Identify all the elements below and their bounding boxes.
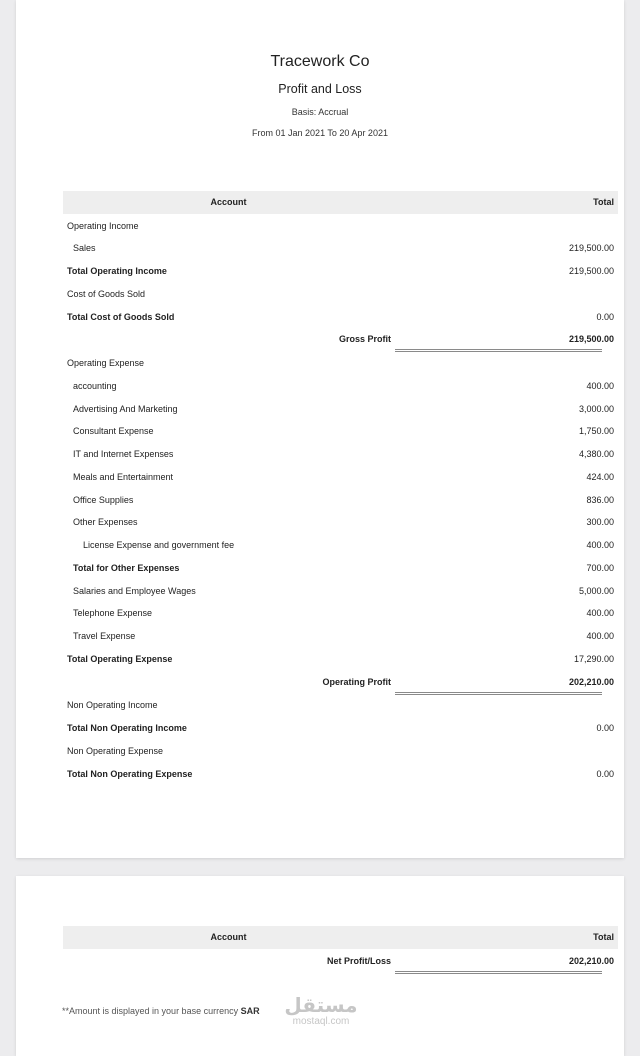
row-amount: 0.00 <box>596 312 614 322</box>
footnote-text: **Amount is displayed in your base currency <box>62 1006 239 1016</box>
row-label: Total Non Operating Income <box>67 723 187 733</box>
row-label: Consultant Expense <box>73 426 154 436</box>
report-page-2 <box>16 876 624 1056</box>
row-amount: 202,210.00 <box>568 677 614 687</box>
row-label: Gross Profit <box>338 334 391 344</box>
watermark-arabic: مستقل <box>284 993 358 1017</box>
row-label: Operating Income <box>67 221 139 231</box>
net-profit-row <box>63 953 618 969</box>
row-amount: 202,210.00 <box>568 956 614 966</box>
row-amount: 700.00 <box>586 563 614 573</box>
currency-footnote <box>62 1006 260 1016</box>
row-amount: 400.00 <box>586 540 614 550</box>
row-label: Total for Other Expenses <box>73 563 180 573</box>
account-row-advertising[interactable] <box>63 401 618 417</box>
watermark-latin: mostaql.com <box>292 1016 350 1027</box>
row-label: Total Cost of Goods Sold <box>67 312 175 322</box>
account-row-consultant[interactable] <box>63 423 618 439</box>
row-amount: 5,000.00 <box>578 586 614 596</box>
table-header <box>63 926 618 949</box>
row-label: Total Operating Expense <box>67 654 173 664</box>
report-page-1 <box>16 0 624 858</box>
row-label: Meals and Entertainment <box>73 472 174 482</box>
column-header-account: Account <box>210 197 247 207</box>
row-label: Non Operating Expense <box>67 746 164 756</box>
row-label: Telephone Expense <box>73 608 153 618</box>
row-amount: 0.00 <box>596 769 614 779</box>
account-row-meals[interactable] <box>63 469 618 485</box>
row-amount: 3,000.00 <box>578 404 614 414</box>
row-amount: 0.00 <box>596 723 614 733</box>
row-label: Total Non Operating Expense <box>67 769 193 779</box>
total-operating-income-row <box>63 263 618 279</box>
account-row-accounting[interactable] <box>63 378 618 394</box>
row-label: Other Expenses <box>73 517 138 527</box>
account-row-office-supplies[interactable] <box>63 492 618 508</box>
total-non-operating-income-row <box>63 720 618 736</box>
account-row-travel[interactable] <box>63 628 618 644</box>
total-other-expenses-row <box>63 560 618 576</box>
section-non-operating-income <box>63 697 618 713</box>
account-row-license[interactable] <box>63 537 618 553</box>
account-row-salaries[interactable] <box>63 583 618 599</box>
column-header-account: Account <box>210 932 247 942</box>
total-non-operating-expense-row <box>63 766 618 782</box>
row-label: License Expense and government fee <box>83 540 235 550</box>
row-amount: 219,500.00 <box>568 243 614 253</box>
row-amount: 400.00 <box>586 608 614 618</box>
column-header-total: Total <box>593 197 614 207</box>
gross-profit-row <box>63 331 618 347</box>
section-operating-income <box>63 218 618 234</box>
row-label: Total Operating Income <box>67 266 167 276</box>
row-amount: 219,500.00 <box>568 334 614 344</box>
account-row-sales[interactable] <box>63 240 618 256</box>
row-amount: 219,500.00 <box>568 266 614 276</box>
net-profit-rule <box>395 971 602 974</box>
section-non-operating-expense <box>63 743 618 759</box>
operating-profit-row <box>63 674 618 690</box>
currency-code: SAR <box>240 1006 260 1016</box>
section-cost-of-goods-sold <box>63 286 618 302</box>
account-row-other-expenses[interactable] <box>63 514 618 530</box>
column-header-total: Total <box>593 932 614 942</box>
gross-profit-rule <box>395 349 602 352</box>
row-amount: 400.00 <box>586 631 614 641</box>
row-amount: 836.00 <box>586 495 614 505</box>
row-label: accounting <box>73 381 117 391</box>
row-label: Operating Profit <box>322 677 391 687</box>
total-cogs-row <box>63 309 618 325</box>
row-label: Non Operating Income <box>67 700 158 710</box>
row-label: Sales <box>73 243 96 253</box>
row-label: Advertising And Marketing <box>73 404 178 414</box>
row-label: Salaries and Employee Wages <box>73 586 196 596</box>
row-amount: 424.00 <box>586 472 614 482</box>
account-row-it[interactable] <box>63 446 618 462</box>
table-header <box>63 191 618 214</box>
total-operating-expense-row <box>63 651 618 667</box>
company-name: Tracework Co <box>270 53 370 70</box>
row-amount: 300.00 <box>586 517 614 527</box>
row-amount: 400.00 <box>586 381 614 391</box>
row-amount: 4,380.00 <box>578 449 614 459</box>
row-label: Operating Expense <box>67 358 145 368</box>
row-label: Travel Expense <box>73 631 136 641</box>
report-period: From 01 Jan 2021 To 20 Apr 2021 <box>252 128 388 138</box>
report-title: Profit and Loss <box>278 82 362 96</box>
row-amount: 1,750.00 <box>578 426 614 436</box>
row-label: Cost of Goods Sold <box>67 289 146 299</box>
row-label: IT and Internet Expenses <box>73 449 174 459</box>
section-operating-expense <box>63 355 618 371</box>
mostaql-watermark-logo <box>281 994 361 1027</box>
row-label: Office Supplies <box>73 495 134 505</box>
row-amount: 17,290.00 <box>573 654 614 664</box>
operating-profit-rule <box>395 692 602 695</box>
row-label: Net Profit/Loss <box>326 956 391 966</box>
account-row-telephone[interactable] <box>63 605 618 621</box>
report-basis: Basis: Accrual <box>291 107 349 117</box>
